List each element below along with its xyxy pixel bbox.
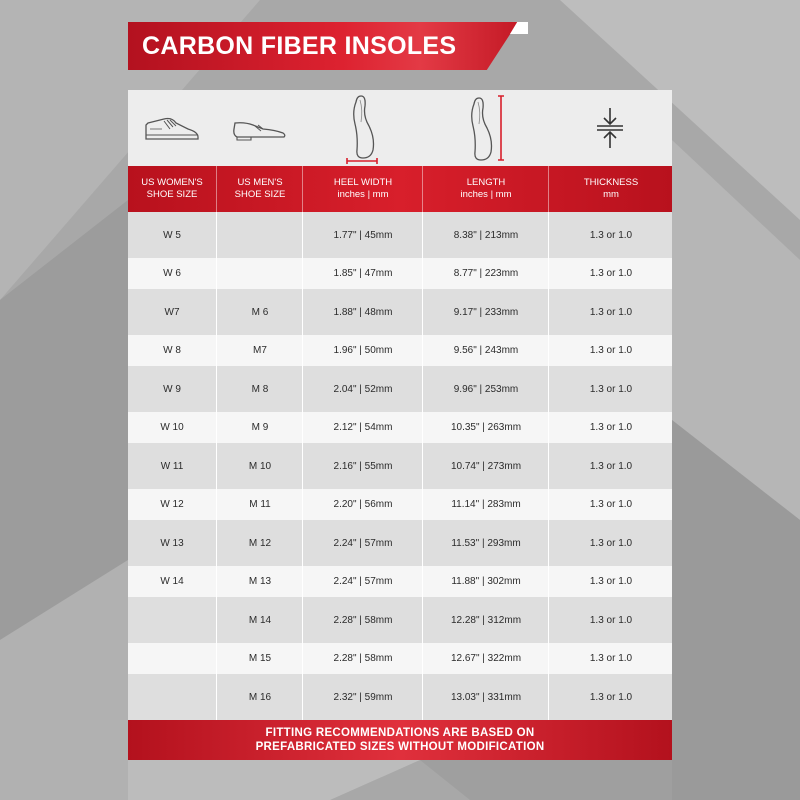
length-cell: 9.56" | 243mm (422, 335, 549, 366)
womens-size-cell: W 11 (160, 460, 184, 472)
length-cell: 8.77" | 223mm (422, 258, 549, 289)
womens-size-cell: W 14 (160, 576, 184, 587)
heel-width-cell: 2.28" | 58mm (302, 597, 423, 643)
womens-size-cell: W 13 (160, 537, 184, 549)
heel-width-cell: 2.24" | 57mm (302, 566, 423, 597)
length-cell: 13.03" | 331mm (422, 674, 549, 720)
thickness-cell: 1.3 or 1.0 (548, 674, 673, 720)
thickness-cell: 1.3 or 1.0 (548, 366, 673, 412)
heel-width-cell: 2.28" | 58mm (302, 643, 423, 674)
mens-size-cell: M 12 (216, 520, 303, 566)
length-cell: 9.96" | 253mm (422, 366, 549, 412)
womens-size-cell: W 5 (163, 229, 181, 241)
table-row (128, 289, 672, 335)
womens-size-cell: W 8 (163, 345, 181, 356)
womens-size-cell: W7 (164, 306, 180, 318)
table-row (128, 489, 672, 520)
mens-size-cell (216, 258, 303, 289)
header-thickness: THICKNESS mm (548, 166, 673, 212)
thickness-icon (548, 90, 672, 166)
fitting-note-line1: FITTING RECOMMENDATIONS ARE BASED ON (265, 727, 535, 739)
fitting-note-banner (128, 720, 672, 760)
length-cell: 9.17" | 233mm (422, 289, 549, 335)
mens-size-cell: M 6 (216, 289, 303, 335)
mens-size-cell: M7 (216, 335, 303, 366)
heel-width-cell: 1.96" | 50mm (302, 335, 423, 366)
mens-size-cell: M 8 (216, 366, 303, 412)
heel-width-cell: 1.77" | 45mm (302, 212, 423, 258)
table-row (128, 366, 672, 412)
page-title: CARBON FIBER INSOLES (142, 32, 457, 60)
heel-width-cell: 2.24" | 57mm (302, 520, 423, 566)
thickness-cell: 1.3 or 1.0 (548, 289, 673, 335)
heel-width-cell: 2.04" | 52mm (302, 366, 423, 412)
header-womens-size: US WOMEN'S SHOE SIZE (141, 177, 203, 200)
table-row (128, 597, 672, 643)
table-header (128, 166, 672, 212)
table-row (128, 566, 672, 597)
mens-size-cell: M 13 (216, 566, 303, 597)
womens-size-cell: W 9 (163, 383, 181, 395)
length-cell: 12.67" | 322mm (422, 643, 549, 674)
length-cell: 11.14" | 283mm (422, 489, 549, 520)
thickness-cell: 1.3 or 1.0 (548, 258, 673, 289)
mens-size-cell: M 9 (216, 412, 303, 443)
mens-size-cell (216, 212, 303, 258)
length-cell: 8.38" | 213mm (422, 212, 549, 258)
womens-size-cell: W 6 (163, 268, 181, 279)
table-row (128, 412, 672, 443)
table-row (128, 520, 672, 566)
heel-width-insole-icon (302, 90, 422, 166)
womens-sneaker-icon (128, 90, 216, 166)
mens-dress-shoe-icon (216, 90, 302, 166)
table-row (128, 443, 672, 489)
header-heel-width: HEEL WIDTH inches | mm (302, 166, 423, 212)
length-cell: 10.74" | 273mm (422, 443, 549, 489)
length-cell: 10.35" | 263mm (422, 412, 549, 443)
mens-size-cell: M 10 (216, 443, 303, 489)
mens-size-cell: M 11 (216, 489, 303, 520)
heel-width-cell: 2.20" | 56mm (302, 489, 423, 520)
table-row (128, 335, 672, 366)
table-body (128, 212, 672, 720)
thickness-cell: 1.3 or 1.0 (548, 520, 673, 566)
heel-width-cell: 2.12" | 54mm (302, 412, 423, 443)
thickness-cell: 1.3 or 1.0 (548, 566, 673, 597)
thickness-cell: 1.3 or 1.0 (548, 489, 673, 520)
womens-size-cell (128, 643, 216, 674)
mens-size-cell: M 15 (216, 643, 303, 674)
heel-width-cell: 2.32" | 59mm (302, 674, 423, 720)
thickness-cell: 1.3 or 1.0 (548, 335, 673, 366)
table-row (128, 674, 672, 720)
mens-size-cell: M 16 (216, 674, 303, 720)
length-cell: 11.88" | 302mm (422, 566, 549, 597)
heel-width-cell: 1.88" | 48mm (302, 289, 423, 335)
header-length: LENGTH inches | mm (422, 166, 549, 212)
header-mens-size: US MEN'S SHOE SIZE (216, 166, 303, 212)
table-row (128, 643, 672, 674)
heel-width-cell: 1.85" | 47mm (302, 258, 423, 289)
womens-size-cell (128, 674, 216, 720)
womens-size-cell (128, 597, 216, 643)
table-row (128, 258, 672, 289)
heel-width-cell: 2.16" | 55mm (302, 443, 423, 489)
womens-size-cell: W 12 (160, 499, 184, 510)
womens-size-cell: W 10 (160, 422, 184, 433)
length-cell: 11.53" | 293mm (422, 520, 549, 566)
thickness-cell: 1.3 or 1.0 (548, 412, 673, 443)
thickness-cell: 1.3 or 1.0 (548, 212, 673, 258)
thickness-cell: 1.3 or 1.0 (548, 597, 673, 643)
length-cell: 12.28" | 312mm (422, 597, 549, 643)
thickness-cell: 1.3 or 1.0 (548, 643, 673, 674)
thickness-cell: 1.3 or 1.0 (548, 443, 673, 489)
mens-size-cell: M 14 (216, 597, 303, 643)
fitting-note-line2: PREFABRICATED SIZES WITHOUT MODIFICATION (255, 741, 545, 753)
icon-row (128, 90, 672, 166)
length-insole-icon (422, 90, 548, 166)
table-row (128, 212, 672, 258)
